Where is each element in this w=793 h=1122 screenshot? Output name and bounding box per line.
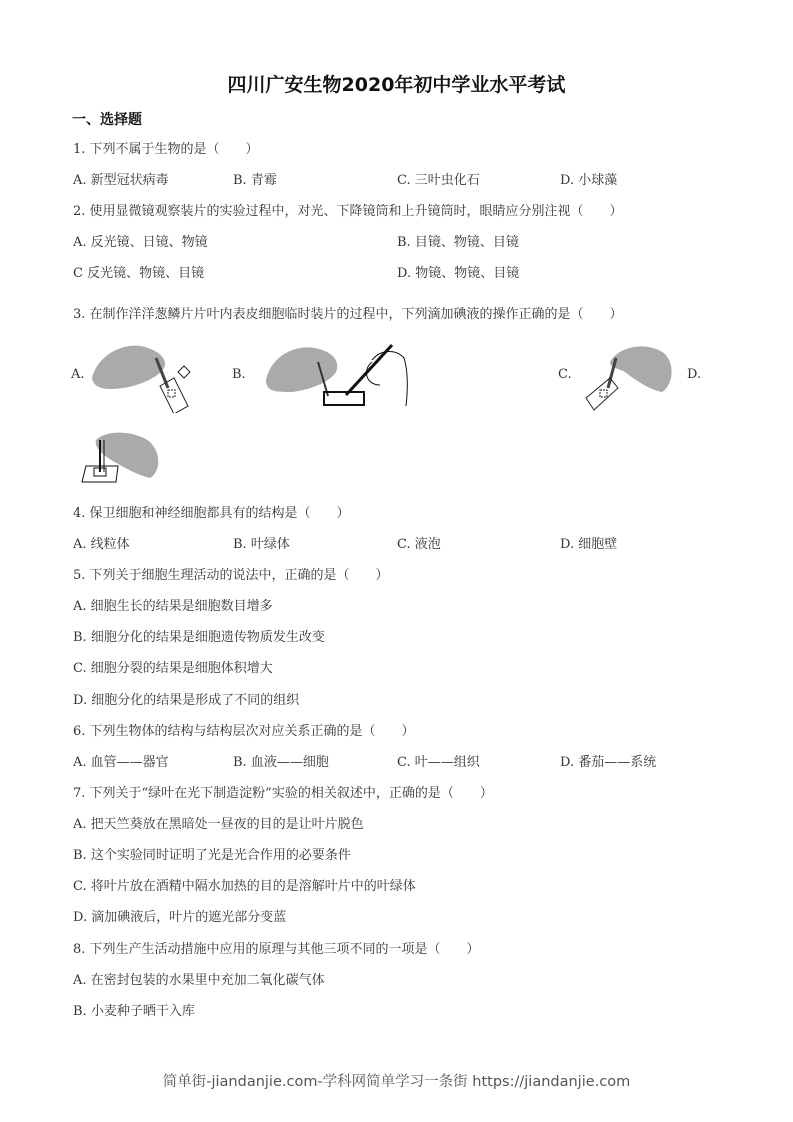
q3-figure-a: [88, 338, 198, 413]
q1-option-a: A. 新型冠状病毒: [73, 173, 169, 188]
q4-option-d: D. 细胞壁: [560, 537, 618, 552]
q7-option-c: C. 将叶片放在酒精中隔水加热的目的是溶解叶片中的叶绿体: [73, 879, 416, 894]
q1-option-d: D. 小球藻: [560, 173, 618, 188]
question-7-stem: 7. 下列关于“绿叶在光下制造淀粉”实验的相关叙述中，正确的是（ ）: [73, 786, 493, 801]
q3-figure-c: [580, 340, 680, 412]
q8-option-a: A. 在密封包装的水果里中充加二氧化碳气体: [73, 973, 325, 988]
q3-option-d-label: D.: [687, 367, 702, 382]
q6-option-b: B. 血液——细胞: [233, 755, 329, 770]
q5-option-c: C. 细胞分裂的结果是细胞体积增大: [73, 661, 273, 676]
q2-option-b: B. 目镜、物镜、目镜: [397, 235, 519, 250]
q2-option-c: C 反光镜、物镜、目镜: [73, 266, 205, 281]
q2-option-a: A. 反光镜、日镜、物镜: [73, 235, 208, 250]
q7-option-b: B. 这个实验同时证明了光是光合作用的必要条件: [73, 848, 351, 863]
question-2-stem: 2. 使用显微镜观察装片的实验过程中，对光、下降镜筒和上升镜筒时，眼睛应分别注视（ ）: [73, 204, 623, 219]
q6-option-c: C. 叶——组织: [397, 755, 480, 770]
q3-option-c-label: C.: [558, 367, 572, 382]
q6-option-a: A. 血管——器官: [73, 755, 169, 770]
q1-option-b: B. 青霉: [233, 173, 277, 188]
q1-option-c: C. 三叶虫化石: [397, 173, 480, 188]
question-5-stem: 5. 下列关于细胞生理活动的说法中，正确的是（ ）: [73, 568, 389, 583]
question-1-stem: 1. 下列不属于生物的是（ ）: [73, 142, 259, 157]
q3-figure-b: [262, 340, 412, 412]
q5-option-d: D. 细胞分化的结果是形成了不同的组织: [73, 693, 300, 708]
q5-option-b: B. 细胞分化的结果是细胞遗传物质发生改变: [73, 630, 325, 645]
q6-option-d: D. 番茄——系统: [560, 755, 657, 770]
q4-option-a: A. 线粒体: [73, 537, 130, 552]
q3-option-b-label: B.: [232, 367, 246, 382]
question-4-stem: 4. 保卫细胞和神经细胞都具有的结构是（ ）: [73, 506, 350, 521]
question-6-stem: 6. 下列生物体的结构与结构层次对应关系正确的是（ ）: [73, 724, 415, 739]
q3-figure-d: [78, 428, 163, 486]
q7-option-a: A. 把天竺葵放在黑暗处一昼夜的目的是让叶片脱色: [73, 817, 364, 832]
q8-option-b: B. 小麦种子晒干入库: [73, 1004, 195, 1019]
footer-watermark: 简单街-jiandanjie.com-学科网简单学习一条街 https://jiandanjie.com: [162, 1074, 631, 1090]
question-8-stem: 8. 下列生产生活动措施中应用的原理与其他三项不同的一项是（ ）: [73, 942, 480, 957]
page-title: 四川广安生物2020年初中学业水平考试: [227, 74, 566, 96]
q4-option-c: C. 液泡: [397, 537, 441, 552]
q4-option-b: B. 叶绿体: [233, 537, 290, 552]
question-3-stem: 3. 在制作洋洋葱鳞片片叶内表皮细胞临时装片的过程中，下列滴加碘液的操作正确的是（ ）: [73, 307, 623, 322]
q3-option-a-label: A.: [71, 367, 85, 382]
section-heading: 一、选择题: [72, 112, 142, 128]
q2-option-d: D. 物镜、物镜、目镜: [397, 266, 520, 281]
q5-option-a: A. 细胞生长的结果是细胞数目增多: [73, 599, 273, 614]
q7-option-d: D. 滴加碘液后，叶片的遮光部分变蓝: [73, 910, 287, 925]
